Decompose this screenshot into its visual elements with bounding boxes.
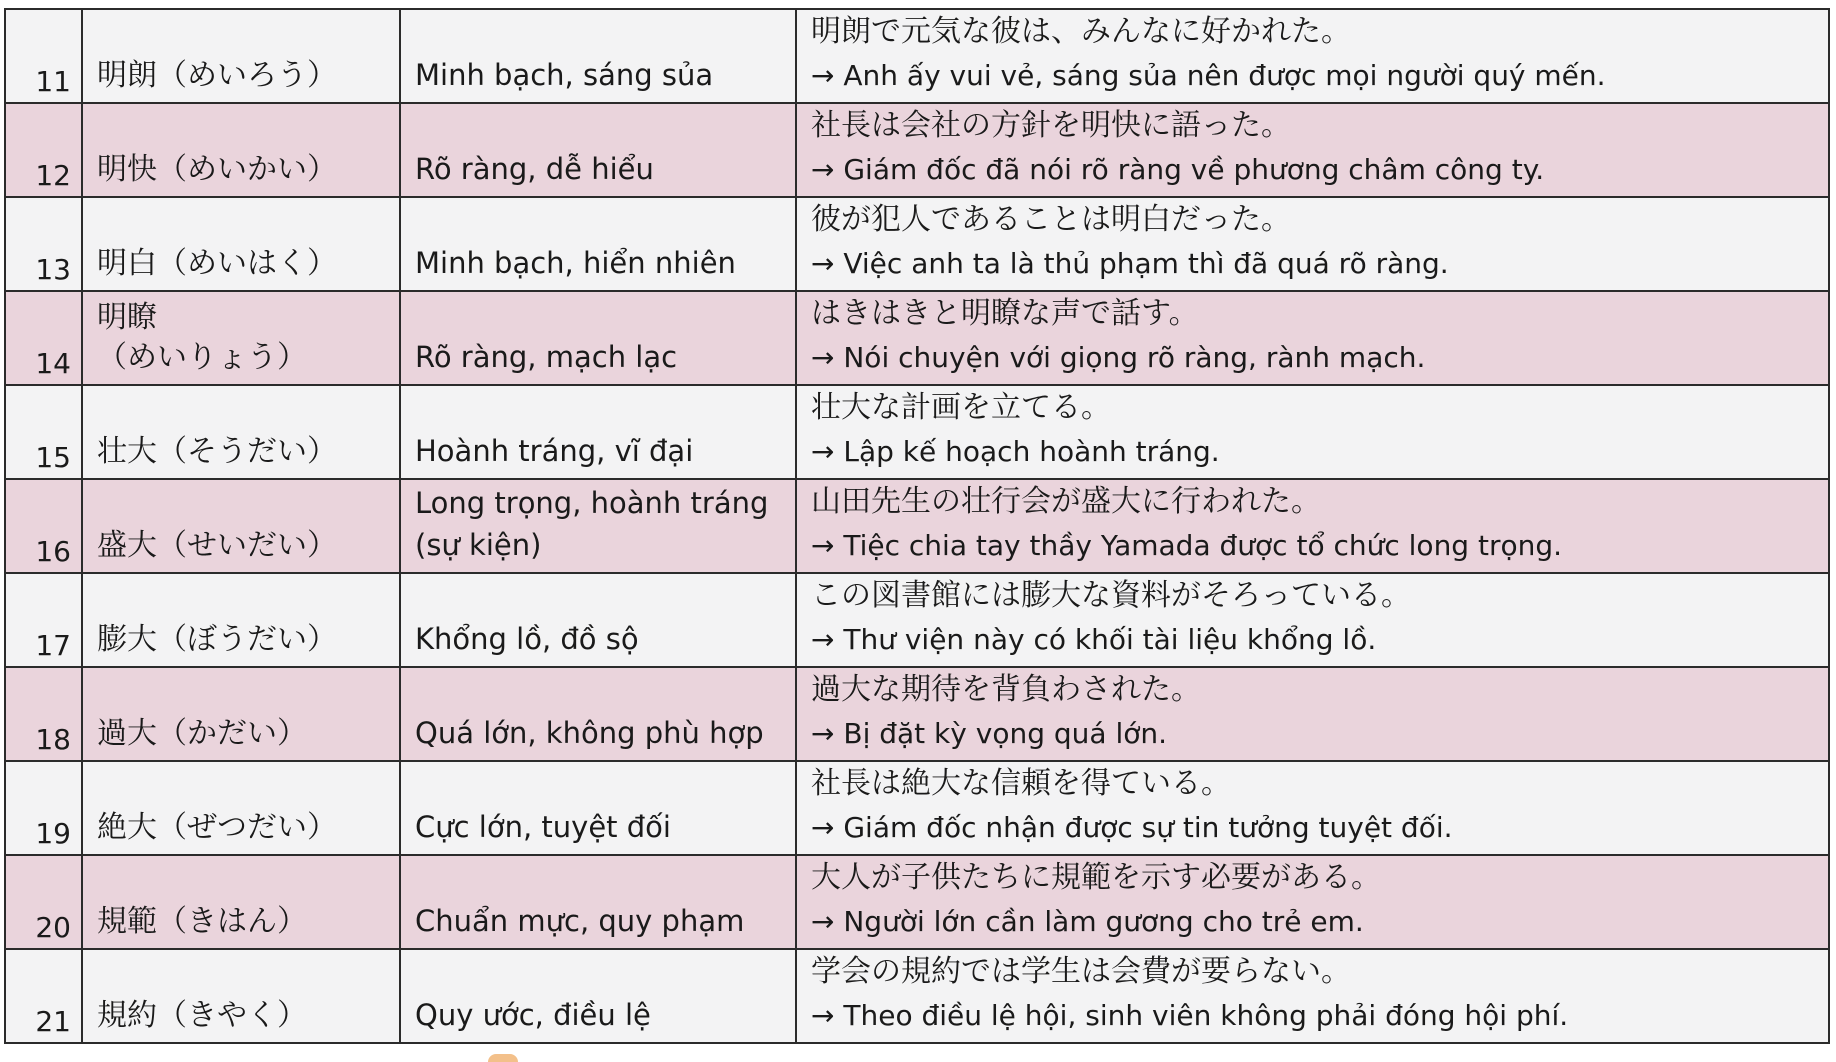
example-japanese: 過大な期待を背負わされた。 — [811, 672, 1201, 707]
example-cell — [796, 855, 1829, 949]
example-vietnamese: → Thư viện này có khối tài liệu khổng lồ. — [811, 623, 1377, 656]
row-number: 11 — [5, 9, 82, 103]
vocabulary-table — [4, 8, 1830, 1044]
example-japanese: 社長は会社の方針を明快に語った。 — [811, 108, 1291, 143]
example-cell — [796, 479, 1829, 573]
table-row — [5, 573, 1829, 667]
example-vietnamese: → Bị đặt kỳ vọng quá lớn. — [811, 717, 1168, 750]
vocab-meaning: Long trọng, hoành tráng (sự kiện) — [400, 479, 796, 573]
table-row — [5, 197, 1829, 291]
table-row — [5, 9, 1829, 103]
example-japanese: 明朗で元気な彼は、みんなに好かれた。 — [811, 14, 1351, 49]
example-japanese: この図書館には膨大な資料がそろっている。 — [811, 578, 1411, 613]
vocab-meaning: Minh bạch, hiển nhiên — [400, 197, 796, 291]
example-cell — [796, 103, 1829, 197]
vocab-word: 規約（きやく） — [82, 949, 400, 1043]
example-cell — [796, 385, 1829, 479]
table-row — [5, 761, 1829, 855]
vocab-meaning: Cực lớn, tuyệt đối — [400, 761, 796, 855]
example-vietnamese: → Anh ấy vui vẻ, sáng sủa nên được mọi người quý mến. — [811, 59, 1606, 92]
example-japanese: 彼が犯人であることは明白だった。 — [811, 202, 1291, 237]
example-japanese: 社長は絶大な信頼を得ている。 — [811, 766, 1231, 801]
example-vietnamese: → Nói chuyện với giọng rõ ràng, rành mạch. — [811, 341, 1426, 374]
row-number: 14 — [5, 291, 82, 385]
vocab-meaning: Minh bạch, sáng sủa — [400, 9, 796, 103]
vocab-meaning: Khổng lồ, đồ sộ — [400, 573, 796, 667]
example-vietnamese: → Giám đốc nhận được sự tin tưởng tuyệt đối. — [811, 811, 1453, 844]
example-cell — [796, 573, 1829, 667]
vocab-word: 明瞭 （めいりょう） — [82, 291, 400, 385]
vocab-meaning: Quá lớn, không phù hợp — [400, 667, 796, 761]
vocab-word: 壮大（そうだい） — [82, 385, 400, 479]
vocab-word: 規範（きはん） — [82, 855, 400, 949]
row-number: 19 — [5, 761, 82, 855]
vocab-meaning: Hoành tráng, vĩ đại — [400, 385, 796, 479]
watermark-fragment — [488, 1054, 518, 1062]
row-number: 18 — [5, 667, 82, 761]
vocab-word: 明朗（めいろう） — [82, 9, 400, 103]
vocab-meaning: Chuẩn mực, quy phạm — [400, 855, 796, 949]
table-row — [5, 479, 1829, 573]
table-row — [5, 385, 1829, 479]
example-cell — [796, 9, 1829, 103]
vocab-word: 盛大（せいだい） — [82, 479, 400, 573]
row-number: 21 — [5, 949, 82, 1043]
example-japanese: 壮大な計画を立てる。 — [811, 390, 1111, 425]
row-number: 15 — [5, 385, 82, 479]
vocab-meaning: Rõ ràng, mạch lạc — [400, 291, 796, 385]
example-vietnamese: → Lập kế hoạch hoành tráng. — [811, 435, 1220, 468]
vocab-meaning: Quy ước, điều lệ — [400, 949, 796, 1043]
vocab-word: 過大（かだい） — [82, 667, 400, 761]
vocab-meaning: Rõ ràng, dễ hiểu — [400, 103, 796, 197]
example-vietnamese: → Theo điều lệ hội, sinh viên không phải đóng hội phí. — [811, 999, 1569, 1032]
vocab-word: 明快（めいかい） — [82, 103, 400, 197]
example-japanese: 山田先生の壮行会が盛大に行われた。 — [811, 484, 1321, 519]
table-row — [5, 103, 1829, 197]
table-row — [5, 291, 1829, 385]
table-row — [5, 949, 1829, 1043]
example-vietnamese: → Giám đốc đã nói rõ ràng về phương châm công ty. — [811, 153, 1545, 186]
row-number: 13 — [5, 197, 82, 291]
row-number: 16 — [5, 479, 82, 573]
example-japanese: 大人が子供たちに規範を示す必要がある。 — [811, 860, 1381, 895]
vocab-word: 絶大（ぜつだい） — [82, 761, 400, 855]
example-cell — [796, 291, 1829, 385]
table-row — [5, 667, 1829, 761]
vocab-word: 明白（めいはく） — [82, 197, 400, 291]
example-japanese: 学会の規約では学生は会費が要らない。 — [811, 954, 1351, 989]
example-cell — [796, 667, 1829, 761]
example-vietnamese: → Người lớn cần làm gương cho trẻ em. — [811, 905, 1364, 938]
vocab-word: 膨大（ぼうだい） — [82, 573, 400, 667]
example-vietnamese: → Tiệc chia tay thầy Yamada được tổ chức long trọng. — [811, 529, 1563, 562]
example-japanese: はきはきと明瞭な声で話す。 — [811, 296, 1199, 331]
example-cell — [796, 949, 1829, 1043]
row-number: 17 — [5, 573, 82, 667]
example-cell — [796, 761, 1829, 855]
example-vietnamese: → Việc anh ta là thủ phạm thì đã quá rõ ràng. — [811, 247, 1449, 280]
example-cell — [796, 197, 1829, 291]
row-number: 20 — [5, 855, 82, 949]
table-row — [5, 855, 1829, 949]
row-number: 12 — [5, 103, 82, 197]
